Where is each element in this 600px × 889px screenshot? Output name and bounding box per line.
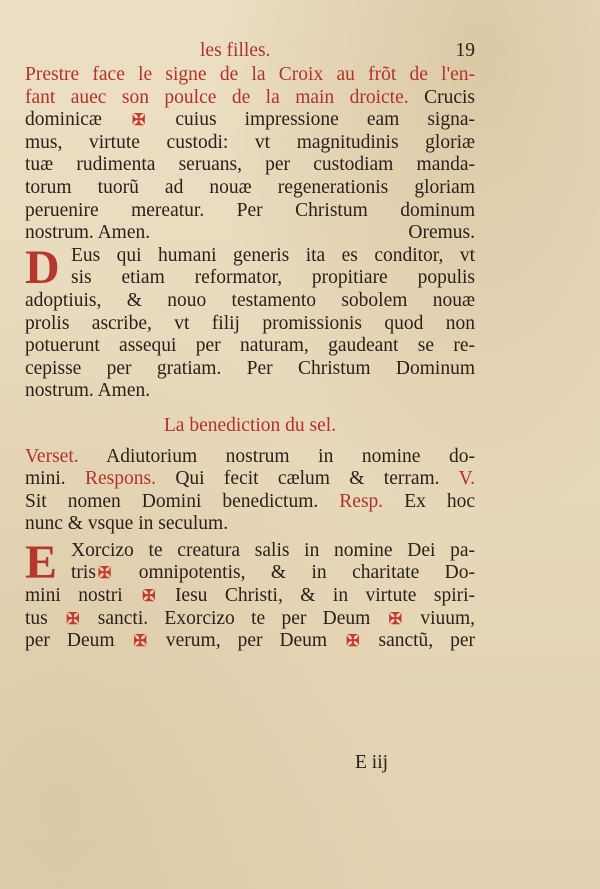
- rubric-line: Prestre face le signe de la Croix au frõt de l'en-: [25, 64, 475, 85]
- drop-cap: E: [25, 535, 58, 589]
- rubric-line: fant auec son poulce de la main droicte.: [25, 86, 409, 108]
- drop-cap: D: [25, 240, 60, 294]
- page-header: [25, 40, 475, 64]
- cross-icon: ✠: [66, 610, 80, 628]
- text-line: per Deum ✠ verum, per Deum ✠ sanctũ, per: [25, 630, 476, 652]
- versicle-label: Verset.: [25, 445, 79, 467]
- rubric-heading: La benediction du sel.: [163, 414, 337, 436]
- text-line: fant auec son poulce de la main droicte. Crucis: [25, 86, 475, 108]
- text-line: Eus qui humani generis ita es conditor, vt: [71, 244, 475, 266]
- text-line: cepisse per gratiam. Per Christum Dominum: [25, 357, 475, 379]
- cross-icon: ✠: [133, 633, 147, 651]
- text-line: tuæ rudimenta seruans, per custodiam manda-: [25, 154, 475, 176]
- cross-icon: ✠: [131, 112, 146, 130]
- text-line: sis etiam reformator, propitiare populis: [71, 267, 475, 289]
- paragraph-deus: [25, 240, 475, 403]
- paragraph-exorcizo: [25, 535, 476, 653]
- text-line: Verset. Adiutorium nostrum in nomine do-: [25, 445, 475, 467]
- versicle-abbr: V.: [458, 468, 476, 490]
- text-line: tus ✠ sancti. Exorcizo te per Deum ✠ viuum,: [25, 607, 476, 629]
- cross-icon: ✠: [97, 565, 112, 583]
- response-label: Respons.: [85, 468, 156, 490]
- text-line: nunc & vsque in seculum.: [25, 513, 229, 535]
- text-line: Sit nomen Domini benedictum. Resp. Ex hoc: [25, 490, 476, 512]
- text-line: mus, virtute custodi: vt magnitudinis gloriæ: [25, 131, 475, 153]
- text-line: mini. Respons. Qui fecit cælum & terram. V.: [25, 468, 476, 490]
- text-line: nostrum. Amen.: [25, 380, 151, 402]
- cross-icon: ✠: [388, 610, 403, 628]
- text-line: peruenire mereatur. Per Christum dominum: [25, 199, 475, 221]
- text-line: tris ✠ omnipotentis, & in charitate Do-: [71, 562, 475, 584]
- response-abbr: Resp.: [339, 490, 384, 512]
- text-line: mini nostri ✠ Iesu Christi, & in virtute spiri-: [25, 585, 476, 607]
- text-line: adoptiuis, & nouo testamento sobolem nouæ: [25, 289, 475, 311]
- oremus-heading: Oremus.: [408, 222, 475, 244]
- text-line: potuerunt assequi per naturam, gaudeant se re-: [25, 335, 475, 357]
- signature-mark: E iij: [355, 752, 389, 773]
- text-line: Xorcizo te creatura salis in nomine Dei pa-: [71, 539, 475, 561]
- folio-number: 19: [455, 40, 475, 61]
- cross-icon: ✠: [142, 588, 156, 606]
- text-line: dominicæ ✠ cuius impressione eam signa-: [25, 109, 476, 131]
- cross-icon: ✠: [346, 633, 360, 651]
- text-block: [25, 40, 475, 653]
- text-line: prolis ascribe, vt filij promissionis quod non: [25, 312, 475, 334]
- text-line: torum tuorũ ad nouæ regenerationis gloriam: [25, 176, 475, 198]
- text-line: nostrum. Amen. Oremus.: [25, 222, 475, 244]
- running-head: les filles.: [200, 40, 271, 61]
